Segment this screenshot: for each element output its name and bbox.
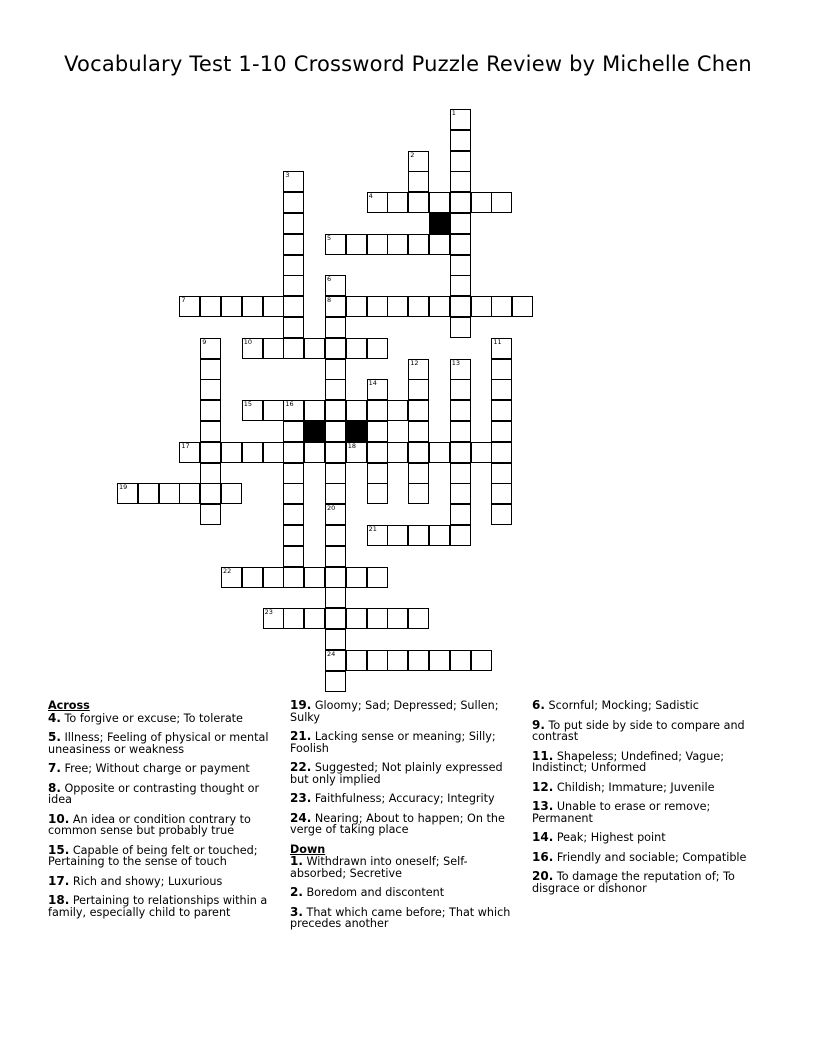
grid-cell[interactable] [471, 442, 492, 463]
grid-cell[interactable] [283, 463, 304, 484]
clue-text: Childish; Immature; Juvenile [556, 780, 715, 794]
clue-item [532, 832, 762, 844]
grid-cell[interactable] [325, 442, 346, 463]
grid-cell[interactable] [387, 608, 408, 629]
clue-item [290, 762, 520, 785]
grid-cell[interactable] [283, 504, 304, 525]
grid-cell[interactable] [408, 296, 429, 317]
grid-cell[interactable] [304, 442, 325, 463]
clue-text: Rich and showy; Luxurious [72, 874, 223, 888]
grid-cell[interactable] [387, 234, 408, 255]
grid-cell[interactable] [346, 296, 367, 317]
grid-cell[interactable] [491, 296, 512, 317]
grid-cell[interactable] [450, 359, 471, 380]
grid-cell[interactable] [491, 483, 512, 504]
grid-cell[interactable] [450, 463, 471, 484]
clue-num: 21. [290, 729, 312, 743]
grid-cell[interactable] [387, 192, 408, 213]
grid-cell[interactable] [450, 192, 471, 213]
clue-item [532, 871, 762, 894]
across-header: Across [48, 699, 90, 712]
grid-cell[interactable] [450, 213, 471, 234]
clue-text: Faithfulness; Accuracy; Integrity [314, 792, 495, 805]
grid-cell[interactable] [491, 442, 512, 463]
grid-cell[interactable] [221, 567, 242, 588]
grid-cell[interactable] [429, 525, 450, 546]
grid-cell[interactable] [263, 400, 284, 421]
clues-column-2 [290, 700, 520, 938]
grid-cell[interactable] [408, 359, 429, 380]
grid-cell[interactable] [450, 504, 471, 525]
grid-cell[interactable] [450, 109, 471, 130]
grid-cell[interactable] [408, 525, 429, 546]
clue-text: Suggested; Not plainly expressed but only implied [290, 761, 503, 786]
clue-item [48, 811, 278, 837]
clue-text: Gloomy; Sad; Depressed; Sullen; Sulky [290, 699, 499, 724]
grid-cell[interactable] [429, 650, 450, 671]
grid-cell[interactable] [408, 400, 429, 421]
grid-cell[interactable] [491, 504, 512, 525]
clue-num: 9. [532, 717, 545, 732]
grid-cell[interactable] [283, 442, 304, 463]
grid-cell[interactable] [450, 421, 471, 442]
grid-cell[interactable] [325, 483, 346, 504]
clue-number: 5 [327, 233, 332, 242]
grid-cell[interactable] [408, 463, 429, 484]
clue-number: 9 [202, 337, 207, 346]
grid-cell[interactable] [283, 421, 304, 442]
grid-cell[interactable] [179, 296, 200, 317]
grid-cell[interactable] [450, 130, 471, 151]
grid-cell[interactable] [346, 400, 367, 421]
grid-cell[interactable] [387, 525, 408, 546]
grid-cell[interactable] [387, 442, 408, 463]
grid-cell[interactable] [283, 234, 304, 255]
grid-cell[interactable] [450, 650, 471, 671]
clue-num: 14. [532, 830, 554, 844]
grid-cell[interactable] [200, 483, 221, 504]
clue-item [290, 904, 520, 930]
grid-cell[interactable] [304, 567, 325, 588]
grid-cell[interactable] [408, 379, 429, 400]
grid-cell[interactable] [367, 421, 388, 442]
grid-cell[interactable] [346, 442, 367, 463]
grid-cell[interactable] [242, 296, 263, 317]
grid-cell[interactable] [138, 483, 159, 504]
grid-cell[interactable] [325, 234, 346, 255]
grid-cell[interactable] [325, 359, 346, 380]
clue-num: 20. [532, 869, 554, 883]
grid-cell[interactable] [325, 587, 346, 608]
grid-cell[interactable] [367, 483, 388, 504]
grid-cell[interactable] [450, 255, 471, 276]
grid-cell[interactable] [367, 442, 388, 463]
clue-number: 18 [347, 441, 357, 450]
grid-cell[interactable] [304, 338, 325, 359]
grid-cell[interactable] [263, 567, 284, 588]
grid-cell[interactable] [325, 671, 346, 692]
grid-cell[interactable] [221, 296, 242, 317]
clue-item [290, 810, 520, 836]
grid-cell[interactable] [387, 400, 408, 421]
clue-number: 20 [327, 504, 336, 513]
clue-number: 11 [493, 337, 502, 346]
clue-item [48, 710, 278, 725]
grid-cell[interactable] [367, 338, 388, 359]
grid-cell[interactable] [325, 608, 346, 629]
grid-cell[interactable] [263, 338, 284, 359]
grid-cell[interactable] [450, 400, 471, 421]
grid-cell[interactable] [325, 525, 346, 546]
clue-num: 11. [532, 748, 554, 763]
grid-cell[interactable] [408, 192, 429, 213]
grid-cell[interactable] [408, 442, 429, 463]
grid-cell[interactable] [346, 234, 367, 255]
clue-item [290, 856, 520, 879]
clue-number: 21 [368, 525, 377, 533]
clue-item [532, 700, 762, 712]
clue-text: Unable to erase or remove; Permanent [532, 800, 711, 825]
clue-item [532, 801, 762, 824]
grid-cell[interactable] [491, 359, 512, 380]
clue-item [290, 887, 520, 899]
grid-cell[interactable] [408, 171, 429, 192]
clue-text: Capable of being felt or touched; Pertaining to the sense of touch [48, 843, 258, 868]
clue-number: 7 [181, 296, 186, 305]
grid-cell[interactable] [408, 483, 429, 504]
clue-item [48, 763, 278, 775]
grid-cell[interactable] [242, 400, 263, 421]
grid-cell[interactable] [325, 338, 346, 359]
grid-cell[interactable] [179, 483, 200, 504]
grid-cell[interactable] [408, 151, 429, 172]
clue-text: Scornful; Mocking; Sadistic [548, 699, 699, 712]
clue-text: To damage the reputation of; To disgrace or dishonor [532, 870, 735, 895]
grid-cell[interactable] [221, 442, 242, 463]
clue-item [290, 793, 520, 805]
clue-item [48, 780, 278, 806]
grid-cell[interactable] [471, 192, 492, 213]
grid-cell[interactable] [283, 192, 304, 213]
clue-num: 4. [48, 710, 61, 725]
grid-cell[interactable] [242, 567, 263, 588]
clue-item [48, 873, 278, 888]
grid-cell[interactable] [450, 151, 471, 172]
grid-cell[interactable] [283, 255, 304, 276]
grid-cell[interactable] [367, 463, 388, 484]
grid-cell[interactable] [450, 379, 471, 400]
grid-cell[interactable] [387, 650, 408, 671]
clue-num: 1. [290, 854, 303, 868]
clue-number: 23 [264, 608, 273, 617]
clue-item [290, 731, 520, 754]
clue-text: To forgive or excuse; To tolerate [64, 711, 243, 725]
clue-text: Withdrawn into oneself; Self-absorbed; Secretive [290, 855, 468, 880]
grid-cell[interactable] [242, 338, 263, 359]
grid-cell[interactable] [471, 650, 492, 671]
clue-number: 22 [223, 566, 232, 575]
grid-cell[interactable] [367, 608, 388, 629]
clue-number: 14 [368, 379, 377, 388]
grid-cell[interactable] [200, 421, 221, 442]
clue-num: 12. [532, 779, 554, 794]
grid-cell[interactable] [408, 608, 429, 629]
grid-cell[interactable] [200, 504, 221, 525]
clue-num: 23. [290, 791, 312, 805]
clue-num: 24. [290, 810, 312, 825]
grid-cell[interactable] [491, 338, 512, 359]
grid-cell[interactable] [325, 629, 346, 650]
grid-cell[interactable] [263, 442, 284, 463]
grid-cell[interactable] [450, 275, 471, 296]
grid-cell[interactable] [283, 546, 304, 567]
grid-cell[interactable] [367, 234, 388, 255]
grid-cell[interactable] [283, 213, 304, 234]
grid-cell[interactable] [242, 442, 263, 463]
grid-cell[interactable] [491, 379, 512, 400]
grid-cell[interactable] [450, 296, 471, 317]
clue-num: 18. [48, 893, 70, 907]
clue-item [532, 779, 762, 794]
clue-item [290, 700, 520, 723]
clue-num: 13. [532, 799, 554, 813]
grid-cell[interactable] [367, 567, 388, 588]
clue-item [48, 842, 278, 868]
grid-cell[interactable] [450, 442, 471, 463]
grid-cell[interactable] [283, 525, 304, 546]
clue-number: 6 [327, 275, 332, 284]
black-square [304, 421, 325, 442]
grid-cell[interactable] [117, 483, 138, 504]
grid-cell[interactable] [325, 650, 346, 671]
grid-cell[interactable] [200, 400, 221, 421]
clue-num: 22. [290, 760, 312, 774]
clue-number: 13 [451, 358, 461, 367]
clue-text: That which came before; That which precedes another [290, 905, 511, 930]
grid-cell[interactable] [346, 338, 367, 359]
clue-number: 12 [410, 358, 419, 367]
grid-cell[interactable] [491, 463, 512, 484]
grid-cell[interactable] [179, 442, 200, 463]
grid-cell[interactable] [325, 296, 346, 317]
grid-cell[interactable] [429, 442, 450, 463]
grid-cell[interactable] [325, 504, 346, 525]
clues-column-1 [48, 700, 278, 926]
down-header: Down [290, 842, 326, 856]
grid-cell[interactable] [200, 379, 221, 400]
clue-item [48, 732, 278, 755]
grid-cell[interactable] [367, 400, 388, 421]
clue-number: 2 [410, 150, 415, 159]
grid-cell[interactable] [408, 421, 429, 442]
clue-num: 3. [290, 904, 303, 919]
grid-cell[interactable] [325, 421, 346, 442]
grid-cell[interactable] [408, 650, 429, 671]
grid-cell[interactable] [471, 296, 492, 317]
clue-num: 6. [532, 698, 545, 712]
grid-cell[interactable] [367, 525, 388, 546]
grid-cell[interactable] [325, 400, 346, 421]
grid-cell[interactable] [200, 463, 221, 484]
grid-cell[interactable] [283, 317, 304, 338]
clue-text: Peak; Highest point [556, 831, 666, 844]
clue-num: 17. [48, 873, 70, 888]
grid-cell[interactable] [325, 317, 346, 338]
grid-cell[interactable] [200, 296, 221, 317]
clue-num: 7. [48, 761, 61, 775]
clue-text: Free; Without charge or payment [64, 762, 250, 775]
grid-cell[interactable] [491, 192, 512, 213]
clue-number: 17 [181, 441, 190, 450]
grid-cell[interactable] [450, 317, 471, 338]
clue-text: Lacking sense or meaning; Silly; Foolish [290, 730, 496, 755]
clue-number: 24 [327, 649, 336, 658]
clue-text: Illness; Feeling of physical or mental uneasiness or weakness [48, 731, 269, 756]
clue-num: 8. [48, 780, 61, 795]
grid-cell[interactable] [159, 483, 180, 504]
grid-cell[interactable] [200, 359, 221, 380]
black-square [429, 213, 450, 234]
grid-cell[interactable] [325, 463, 346, 484]
clue-num: 2. [290, 885, 303, 899]
clue-num: 16. [532, 849, 554, 864]
clue-text: An idea or condition contrary to common sense but probably true [48, 812, 251, 837]
clue-text: Nearing; About to happen; On the verge of taking place [290, 811, 505, 836]
clue-text: Pertaining to relationships within a family, especially child to parent [48, 894, 268, 919]
grid-cell[interactable] [450, 525, 471, 546]
grid-cell[interactable] [283, 338, 304, 359]
clue-text: Opposite or contrasting thought or idea [48, 781, 260, 806]
grid-cell[interactable] [325, 546, 346, 567]
grid-cell[interactable] [221, 483, 242, 504]
grid-cell[interactable] [367, 296, 388, 317]
clue-item [532, 748, 762, 774]
grid-cell[interactable] [263, 296, 284, 317]
clue-num: 15. [48, 842, 70, 857]
grid-cell[interactable] [512, 296, 533, 317]
grid-cell[interactable] [387, 296, 408, 317]
grid-cell[interactable] [325, 275, 346, 296]
grid-cell[interactable] [283, 483, 304, 504]
clue-text: To put side by side to compare and contrast [532, 718, 745, 743]
grid-cell[interactable] [450, 171, 471, 192]
grid-cell[interactable] [429, 234, 450, 255]
grid-cell[interactable] [200, 442, 221, 463]
grid-cell[interactable] [283, 171, 304, 192]
grid-cell[interactable] [346, 608, 367, 629]
clue-num: 19. [290, 698, 312, 712]
grid-cell[interactable] [283, 400, 304, 421]
grid-cell[interactable] [408, 234, 429, 255]
page-title: Vocabulary Test 1-10 Crossword Puzzle Review by Michelle Chen [64, 52, 752, 76]
clue-number: 10 [243, 337, 253, 346]
grid-cell[interactable] [304, 608, 325, 629]
clue-number: 4 [368, 192, 373, 201]
grid-cell[interactable] [283, 275, 304, 296]
clue-item [48, 895, 278, 918]
grid-cell[interactable] [346, 567, 367, 588]
grid-cell[interactable] [491, 400, 512, 421]
grid-cell[interactable] [283, 608, 304, 629]
grid-cell[interactable] [263, 608, 284, 629]
grid-cell[interactable] [367, 192, 388, 213]
clues-column-3 [532, 700, 762, 902]
clue-item [532, 849, 762, 864]
grid-cell[interactable] [367, 650, 388, 671]
grid-cell[interactable] [325, 567, 346, 588]
clue-item [532, 717, 762, 743]
clue-number: 3 [285, 171, 290, 180]
grid-cell[interactable] [283, 567, 304, 588]
black-square [346, 421, 367, 442]
grid-cell[interactable] [491, 421, 512, 442]
clue-number: 8 [327, 296, 332, 305]
grid-cell[interactable] [346, 650, 367, 671]
grid-cell[interactable] [283, 296, 304, 317]
grid-cell[interactable] [429, 192, 450, 213]
grid-cell[interactable] [429, 296, 450, 317]
grid-cell[interactable] [304, 400, 325, 421]
grid-cell[interactable] [450, 483, 471, 504]
clue-text: Shapeless; Undefined; Vague; Indistinct; Unformed [532, 749, 725, 774]
grid-cell[interactable] [367, 379, 388, 400]
clue-number: 19 [119, 483, 128, 492]
clue-num: 10. [48, 811, 70, 826]
clue-number: 16 [285, 400, 294, 409]
grid-cell[interactable] [325, 379, 346, 400]
clue-number: 15 [243, 400, 253, 409]
clue-text: Friendly and sociable; Compatible [556, 850, 747, 864]
grid-cell[interactable] [200, 338, 221, 359]
clue-number: 1 [451, 109, 456, 117]
clue-text: Boredom and discontent [306, 886, 445, 899]
grid-cell[interactable] [450, 234, 471, 255]
clue-num: 5. [48, 730, 61, 744]
